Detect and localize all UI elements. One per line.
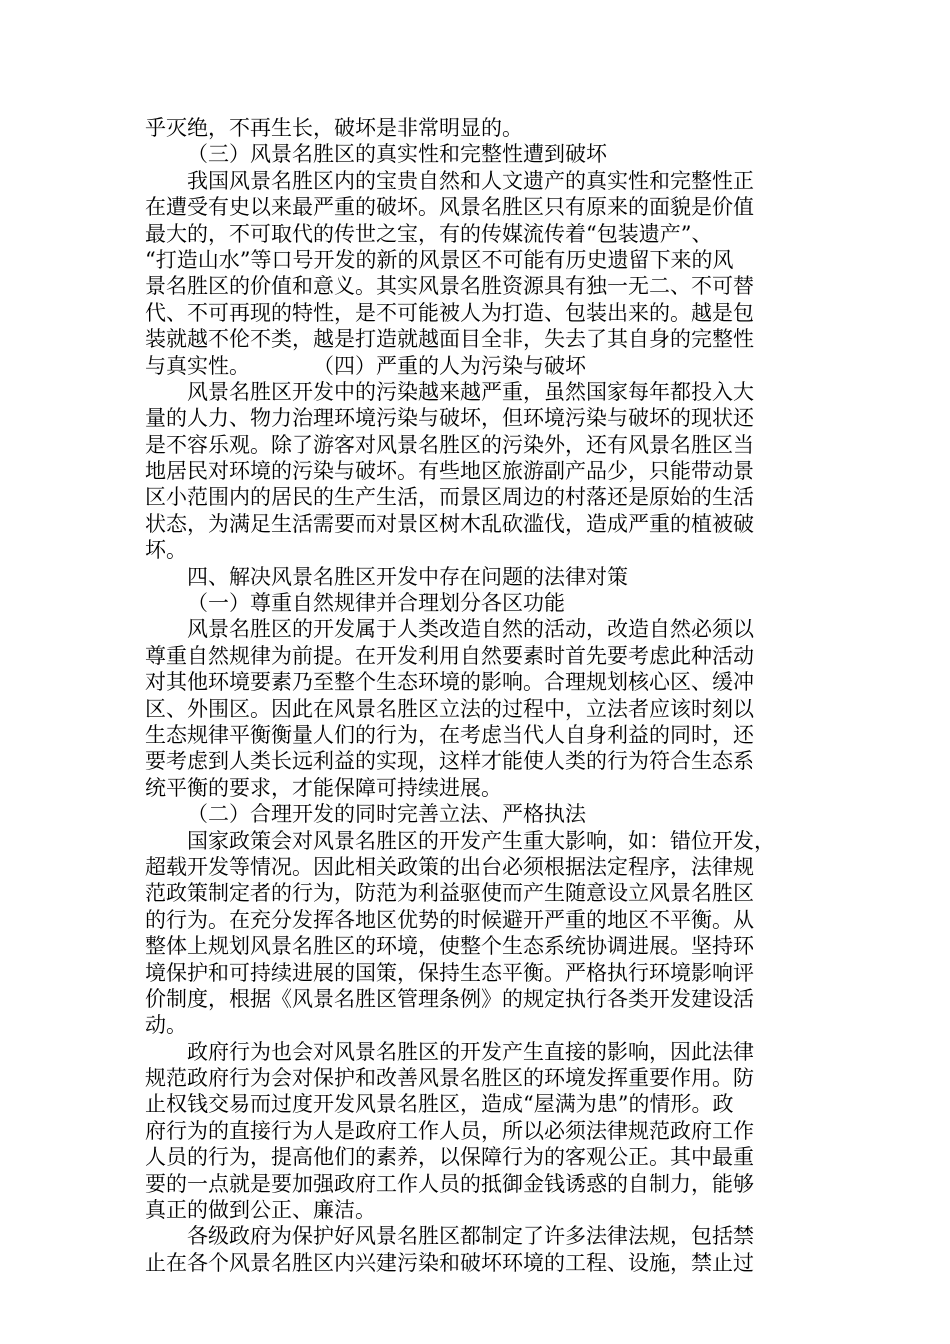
paragraph-line: 装就越不伦不类，越是打造就越面目全非，失去了其自身的完整性 [145, 327, 754, 352]
paragraph-line: 的行为。在充分发挥各地区优势的时候避开严重的地区不平衡。从 [145, 907, 754, 932]
paragraph-line: 是不容乐观。除了游客对风景名胜区的污染外，还有风景名胜区当 [145, 432, 754, 457]
paragraph-line: 各级政府为保护好风景名胜区都制定了许多法律法规，包括禁 [187, 1224, 754, 1249]
paragraph-line: 状态，为满足生活需要而对景区树木乱砍滥伐，造成严重的植被破 [145, 511, 754, 536]
paragraph-line: 要的一点就是要加强政府工作人员的抵御金钱诱惑的自制力，能够 [145, 1171, 754, 1196]
paragraph-line: 尊重自然规律为前提。在开发利用自然要素时首先要考虑此种活动 [145, 643, 754, 668]
paragraph-line: 动。 [145, 1013, 187, 1038]
paragraph-line: 风景名胜区的开发属于人类改造自然的活动，改造自然必须以 [187, 617, 754, 642]
paragraph-line: 景名胜区的价值和意义。其实风景名胜资源具有独一无二、不可替 [145, 274, 754, 299]
paragraph-line: 超载开发等情况。因此相关政策的出台必须根据法定程序，法律规 [145, 854, 754, 879]
paragraph-line: 止在各个风景名胜区内兴建污染和破坏环境的工程、设施，禁止过 [145, 1250, 754, 1275]
section-heading: （一）尊重自然规律并合理划分各区功能 [187, 591, 565, 616]
paragraph-line: 生态规律平衡衡量人们的行为，在考虑当代人自身利益的同时，还 [145, 722, 754, 747]
section-heading: （二）合理开发的同时完善立法、严格执法 [187, 802, 586, 827]
paragraph-line: 代、不可再现的特性，是不可能被人为打造、包装出来的。越是包 [145, 300, 754, 325]
paragraph-line: 区、外围区。因此在风景名胜区立法的过程中，立法者应该时刻以 [145, 696, 754, 721]
paragraph-line: 价制度，根据《风景名胜区管理条例》的规定执行各类开发建设活 [145, 986, 754, 1011]
paragraph-line: 国家政策会对风景名胜区的开发产生重大影响，如：错位开发， [187, 828, 775, 853]
paragraph-line: 乎灭绝，不再生长，破坏是非常明显的。 [145, 116, 523, 140]
paragraph-line: 人员的行为，提高他们的素养，以保障行为的客观公正。其中最重 [145, 1145, 754, 1170]
paragraph-line: 风景名胜区开发中的污染越来越严重，虽然国家每年都投入大 [187, 379, 754, 404]
paragraph-line: 量的人力、物力治理环境污染与破坏，但环境污染与破坏的现状还 [145, 406, 754, 431]
paragraph-line: 地居民对环境的污染与破坏。有些地区旅游副产品少，只能带动景 [145, 459, 754, 484]
paragraph-line: 要考虑到人类长远利益的实现，这样才能使人类的行为符合生态系 [145, 749, 754, 774]
paragraph-line: 坏。 [145, 538, 187, 563]
paragraph-line: 规范政府行为会对保护和改善风景名胜区的环境发挥重要作用。防 [145, 1066, 754, 1091]
paragraph-line: 对其他环境要素乃至整个生态环境的影响。合理规划核心区、缓冲 [145, 670, 754, 695]
paragraph-line: 政府行为也会对风景名胜区的开发产生直接的影响，因此法律 [187, 1039, 754, 1064]
paragraph-line: “打造山水”等口号开发的新的风景区不可能有历史遗留下来的风 [145, 247, 734, 272]
paragraph-line: 与真实性。 （四）严重的人为污染与破坏 [145, 353, 586, 378]
paragraph-line: 在遭受有史以来最严重的破坏。风景名胜区只有原来的面貌是价值 [145, 195, 754, 220]
paragraph-line: 整体上规划风景名胜区的环境，使整个生态系统协调进展。坚持环 [145, 934, 754, 959]
paragraph-line: 境保护和可持续进展的国策，保持生态平衡。严格执行环境影响评 [145, 960, 754, 985]
document-body [145, 115, 805, 1276]
paragraph-line: 最大的，不可取代的传世之宝，有的传媒流传着“包装遗产”、 [145, 221, 713, 246]
section-heading: 四、解决风景名胜区开发中存在问题的法律对策 [187, 564, 628, 589]
section-heading: （三）风景名胜区的真实性和完整性遭到破坏 [187, 142, 607, 167]
paragraph-line: 我国风景名胜区内的宝贵自然和人文遗产的真实性和完整性正 [187, 168, 754, 193]
paragraph-line: 止权钱交易而过度开发风景名胜区，造成“屋满为患”的情形。政 [145, 1092, 734, 1117]
paragraph-line: 府行为的直接行为人是政府工作人员，所以必须法律规范政府工作 [145, 1118, 754, 1143]
paragraph-line: 区小范围内的居民的生产生活，而景区周边的村落还是原始的生活 [145, 485, 754, 510]
paragraph-line: 范政策制定者的行为，防范为利益驱使而产生随意设立风景名胜区 [145, 881, 754, 906]
paragraph-line: 统平衡的要求，才能保障可持续进展。 [145, 775, 502, 800]
paragraph-line: 真正的做到公正、廉洁。 [145, 1198, 376, 1223]
